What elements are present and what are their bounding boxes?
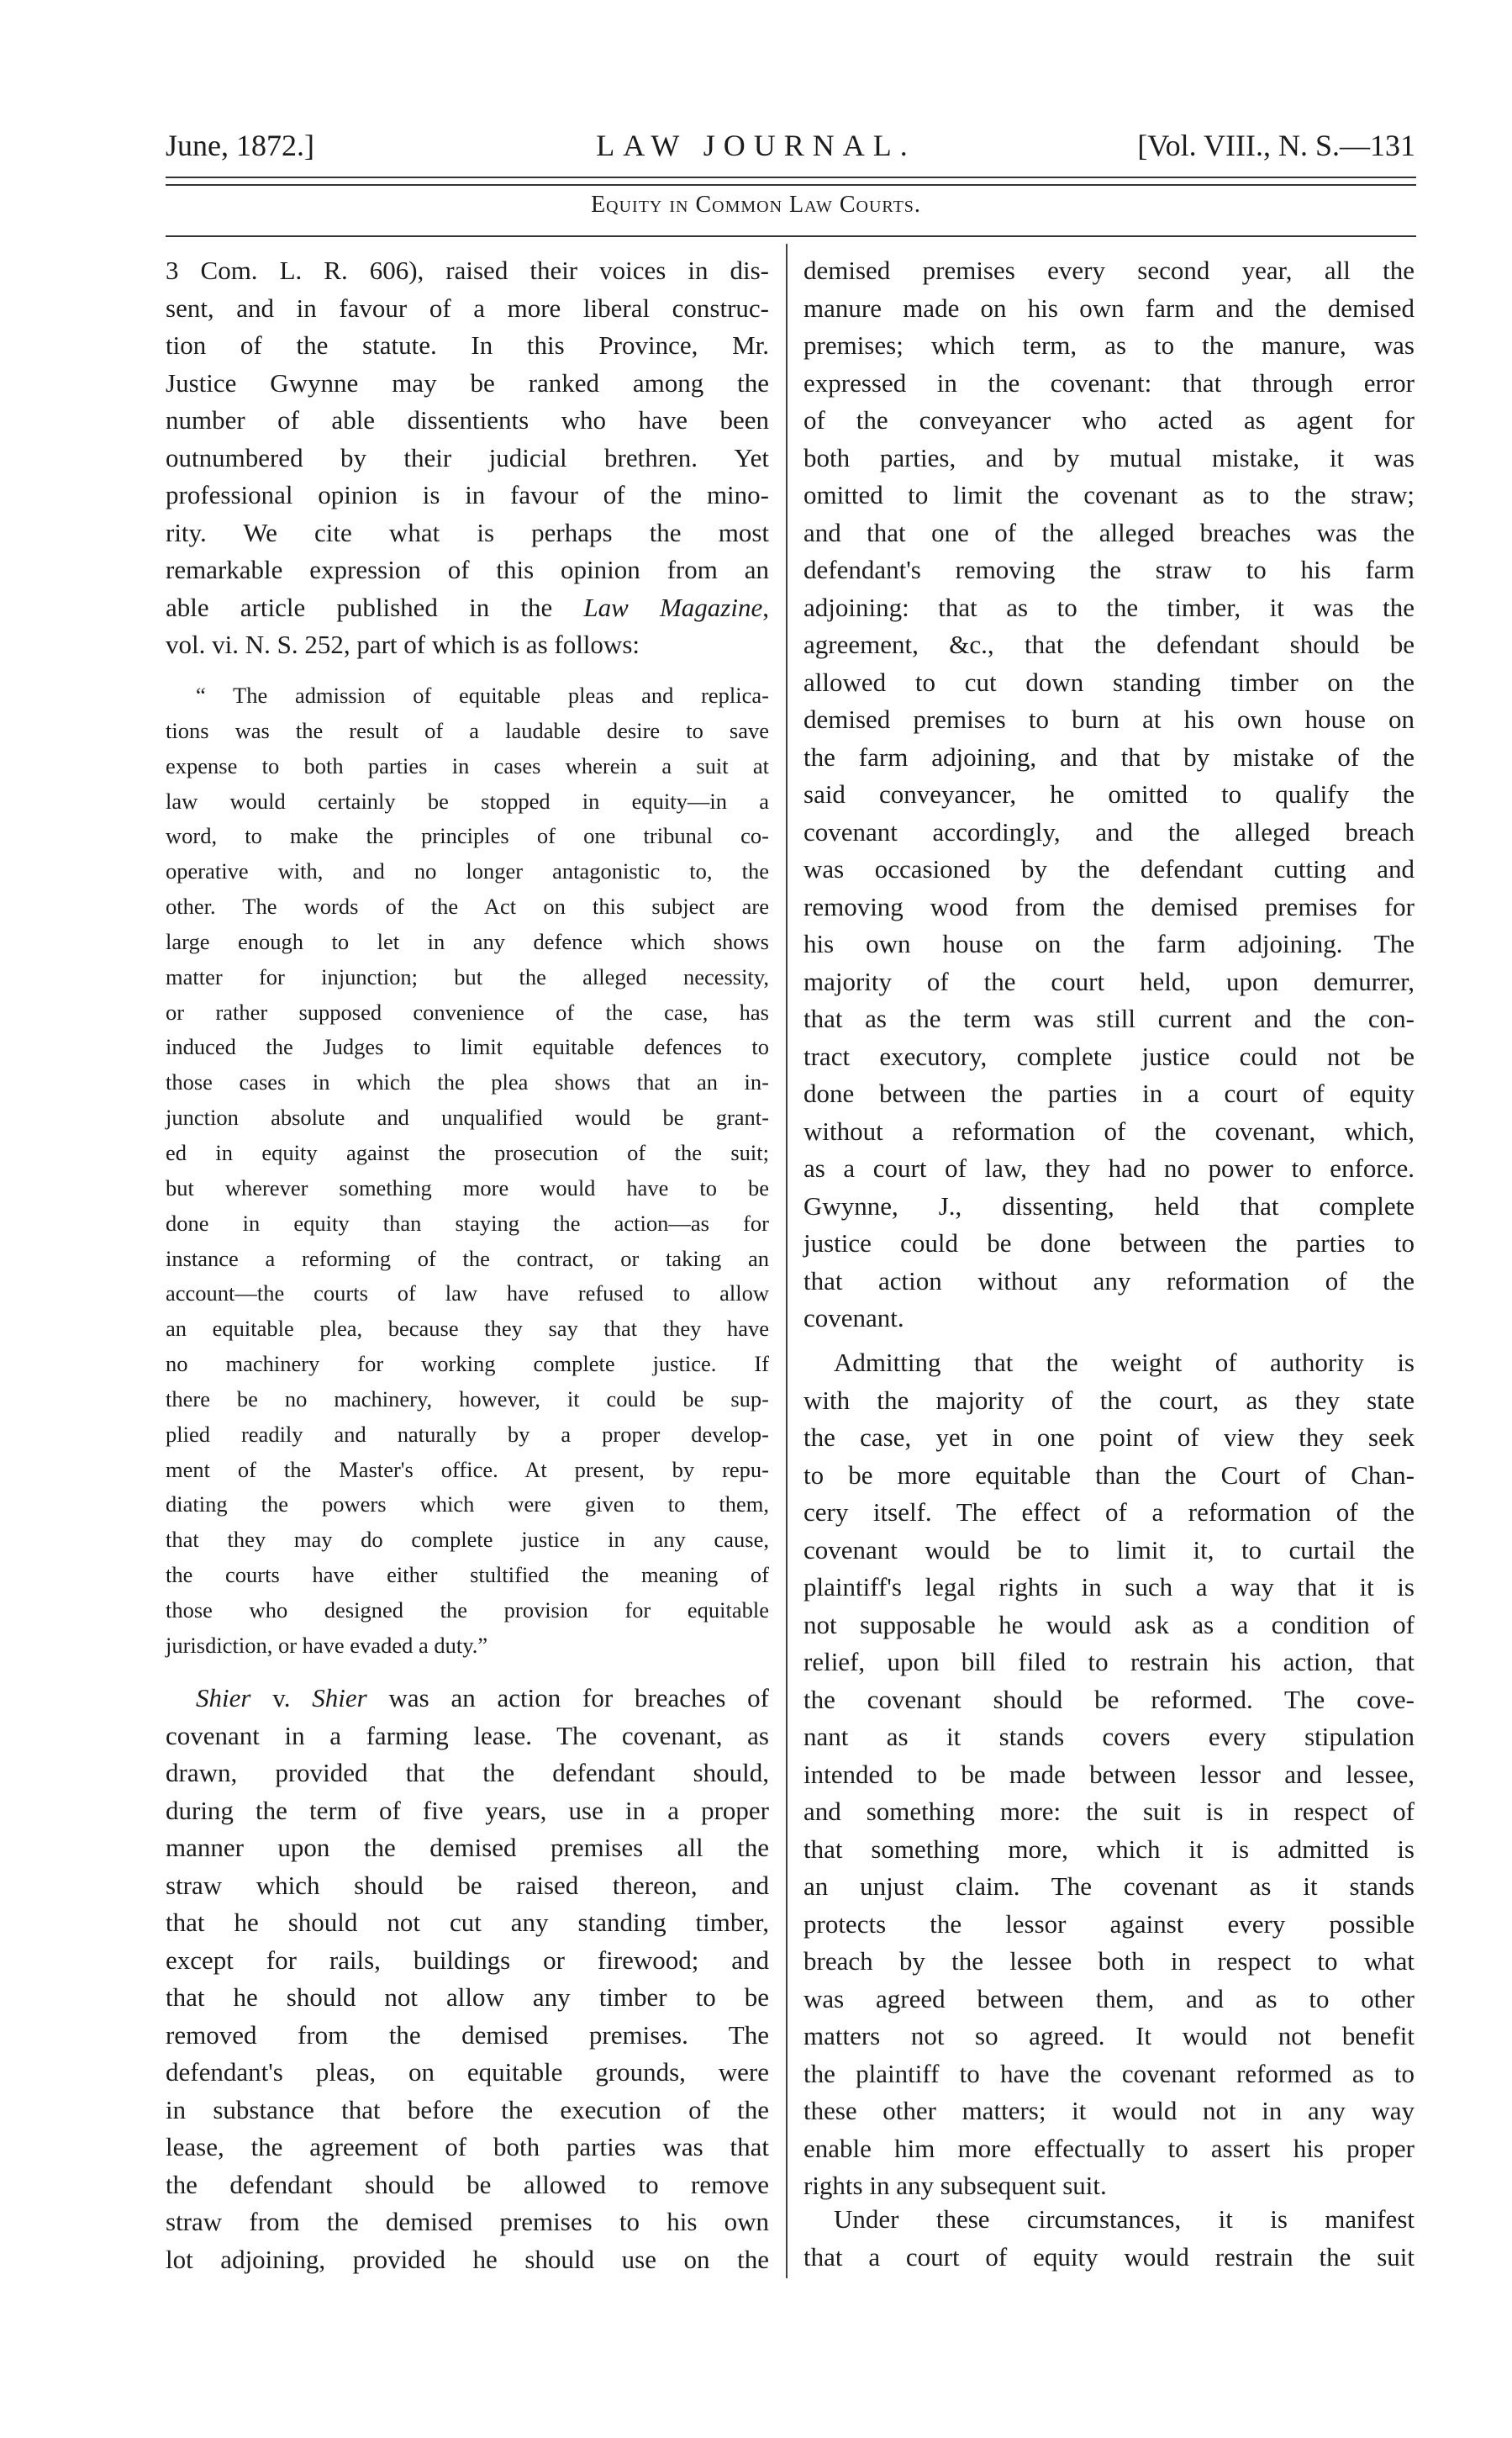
text-line: straw from the demised premises to his own	[166, 2207, 769, 2236]
text-line: cery itself. The effect of a reformation of the	[803, 1497, 1415, 1527]
section-title: Equity in Common Law Courts.	[591, 192, 921, 218]
text-line: majority of the court held, upon demurrer,	[803, 966, 1415, 996]
text-line: nant as it stands covers every stipulation	[803, 1722, 1415, 1751]
text-line: was occasioned by the defendant cutting and	[803, 854, 1415, 884]
volume-page-number: [Vol. VIII., N. S.—131	[1137, 129, 1415, 162]
text-line: ment of the Master's office. At present, by repu-	[166, 1456, 769, 1482]
text-line: matters not so agreed. It would not benefit	[803, 2021, 1415, 2050]
text-line: “ The admission of equitable pleas and replica-	[196, 683, 769, 708]
text-line: to be more equitable than the Court of Chan-	[803, 1459, 1415, 1490]
text-line: the plaintiff to have the covenant reformed as to	[803, 2058, 1415, 2088]
text-line: instance a reforming of the contract, or taking an	[166, 1245, 769, 1271]
text-line: diating the powers which were given to them,	[166, 1491, 769, 1517]
text-line: and that one of the alleged breaches was the	[803, 517, 1415, 547]
text-line: the case, yet in one point of view they seek	[803, 1422, 1415, 1452]
text-line: removing wood from the demised premises for	[803, 891, 1415, 921]
text-line: rights in any subsequent suit.	[803, 2171, 1107, 2200]
text-line: vol. vi. N. S. 252, part of which is as follows:	[166, 630, 640, 659]
text-line: professional opinion is in favour of the mino-	[166, 480, 769, 509]
text-line: induced the Judges to limit equitable defences to	[166, 1034, 769, 1060]
text-line: Admitting that the weight of authority is	[834, 1348, 1415, 1377]
text-line: those cases in which the plea shows that an in-	[166, 1069, 769, 1095]
text-line: these other matters; it would not in any way	[803, 2096, 1415, 2125]
text-line: the courts have either stultified the meaning of	[166, 1562, 769, 1588]
text-line: those who designed the provision for equitable	[166, 1596, 769, 1623]
text-line: without a reformation of the covenant, which,	[803, 1116, 1415, 1146]
text-line: Under these circumstances, it is manifest	[834, 2204, 1415, 2234]
text-line: covenant would be to limit it, to curtail the	[803, 1534, 1415, 1565]
text-segment: able article published in the	[166, 592, 584, 622]
text-line: adjoining: that as to the timber, it was the	[803, 592, 1415, 622]
text-line: that action without any reformation of the	[803, 1265, 1415, 1296]
section-rule	[166, 235, 1416, 237]
text-line: expense to both parties in cases wherein a suit at	[166, 752, 769, 778]
text-line: demised premises every second year, all the	[803, 256, 1415, 285]
text-line: protects the lessor against every possible	[803, 1908, 1415, 1939]
text-segment: v.	[250, 1683, 313, 1712]
text-line: or rather supposed convenience of the case, has	[166, 999, 769, 1025]
text-line: that as the term was still current and the con-	[803, 1004, 1415, 1033]
text-line: plaintiff's legal rights in such a way that it is	[803, 1572, 1415, 1602]
text-line: justice could be done between the parties to	[803, 1228, 1415, 1258]
header-rule-top	[166, 177, 1416, 178]
text-line: the covenant should be reformed. The cove-	[803, 1684, 1415, 1714]
text-line: defendant's removing the straw to his farm	[803, 555, 1415, 584]
text-segment: was an action for breaches of	[366, 1683, 769, 1712]
text-line: remarkable expression of this opinion from an	[166, 555, 769, 584]
text-line: covenant in a farming lease. The covenant, as	[166, 1720, 769, 1750]
text-line: Gwynne, J., dissenting, held that complete	[803, 1190, 1415, 1221]
text-line: operative with, and no longer antagonistic to, the	[166, 858, 769, 884]
italic-text: Shier	[312, 1683, 367, 1712]
text-line: law would certainly be stopped in equity—in a	[166, 788, 769, 814]
text-line	[166, 589, 769, 627]
text-line: defendant's pleas, on equitable grounds, were	[166, 2057, 769, 2087]
text-line: his own house on the farm adjoining. The	[803, 929, 1415, 958]
text-line: both parties, and by mutual mistake, it was	[803, 442, 1415, 472]
text-line: of the conveyancer who acted as agent for	[803, 405, 1415, 435]
text-line: drawn, provided that the defendant should,	[166, 1758, 769, 1787]
text-line: sent, and in favour of a more liberal construc-	[166, 293, 769, 323]
text-line: said conveyancer, he omitted to qualify the	[803, 779, 1415, 809]
text-line: omitted to limit the covenant as to the straw;	[803, 480, 1415, 509]
text-line: but wherever something more would have to be	[166, 1174, 769, 1201]
text-line: 3 Com. L. R. 606), raised their voices in dis-	[166, 256, 769, 285]
text-line: tract executory, complete justice could not be	[803, 1041, 1415, 1071]
text-line: that a court of equity would restrain the suit	[803, 2241, 1415, 2272]
text-line: intended to be made between lessor and lessee,	[803, 1759, 1415, 1789]
journal-title: LAW JOURNAL.	[596, 129, 916, 162]
header-rule-bottom	[166, 184, 1416, 186]
text-line: that they may do complete justice in any cause,	[166, 1527, 769, 1553]
text-line: enable him more effectually to assert his proper	[803, 2133, 1415, 2163]
text-line: number of able dissentients who have been	[166, 405, 769, 435]
paragraph	[803, 1344, 1415, 2205]
text-line: manner upon the demised premises all the	[166, 1833, 769, 1862]
text-line: other. The words of the Act on this subject are	[166, 894, 769, 920]
text-line: large enough to let in any defence which shows	[166, 928, 769, 954]
text-line: the farm adjoining, and that by mistake of the	[803, 741, 1415, 772]
text-line: except for rails, buildings or firewood; and	[166, 1945, 769, 1975]
text-line: premises; which term, as to the manure, was	[803, 330, 1415, 360]
text-line: during the term of five years, use in a proper	[166, 1795, 769, 1825]
text-line: done in equity than staying the action—as for	[166, 1210, 769, 1236]
column-divider	[786, 244, 788, 2278]
text-line: no machinery for working complete justice. If	[166, 1351, 769, 1377]
paragraph	[803, 252, 1415, 1338]
text-segment: ,	[762, 592, 769, 622]
text-line: in substance that before the execution of the	[166, 2094, 769, 2124]
text-line: relief, upon bill filed to restrain his action, that	[803, 1647, 1415, 1676]
text-line: plied readily and naturally by a proper develop-	[166, 1421, 769, 1447]
text-line: an unjust claim. The covenant as it stands	[803, 1871, 1415, 1901]
text-line: demised premises to burn at his own house on	[803, 704, 1415, 734]
text-line: breach by the lessee both in respect to what	[803, 1946, 1415, 1976]
text-line: lease, the agreement of both parties was that	[166, 2132, 769, 2161]
text-line: covenant accordingly, and the alleged breach	[803, 816, 1415, 847]
text-line: expressed in the covenant: that through error	[803, 367, 1415, 398]
paragraph	[166, 252, 769, 664]
italic-text: Law Magazine	[583, 592, 763, 622]
block-quote	[166, 678, 769, 1664]
text-line: done between the parties in a court of equity	[803, 1079, 1415, 1108]
text-line: allowed to cut down standing timber on the	[803, 667, 1415, 697]
text-line: tions was the result of a laudable desire to save	[166, 717, 769, 743]
text-line: word, to make the principles of one tribunal co-	[166, 823, 769, 849]
text-line: matter for injunction; but the alleged necessity,	[166, 963, 769, 989]
text-line: and something more: the suit is in respect of	[803, 1797, 1415, 1826]
text-line: agreement, &c., that the defendant should be	[803, 630, 1415, 659]
text-line: covenant.	[803, 1303, 904, 1332]
text-line: junction absolute and unqualified would be grant-	[166, 1105, 769, 1131]
text-line: that he should not allow any timber to be	[166, 1982, 769, 2012]
text-line: straw which should be raised thereon, and	[166, 1870, 769, 1900]
text-line: an equitable plea, because they say that they have	[166, 1316, 769, 1342]
text-line: tion of the statute. In this Province, Mr.	[166, 330, 769, 360]
text-line: manure made on his own farm and the demised	[803, 293, 1415, 323]
text-line: that something more, which it is admitted is	[803, 1834, 1415, 1864]
issue-date: June, 1872.]	[166, 129, 314, 162]
text-line: with the majority of the court, as they state	[803, 1385, 1415, 1415]
paragraph	[803, 2201, 1415, 2276]
text-line: there be no machinery, however, it could be sup-	[166, 1385, 769, 1412]
text-line: the defendant should be allowed to remove	[166, 2169, 769, 2199]
text-line: as a court of law, they had no power to enforce.	[803, 1153, 1415, 1183]
text-line: rity. We cite what is perhaps the most	[166, 517, 769, 547]
text-line: Justice Gwynne may be ranked among the	[166, 367, 769, 398]
text-line: outnumbered by their judicial brethren. Yet	[166, 442, 769, 472]
text-line: ed in equity against the prosecution of the suit;	[166, 1139, 769, 1165]
text-line: lot adjoining, provided he should use on the	[166, 2244, 769, 2274]
paragraph	[166, 1680, 769, 2278]
text-line: that he should not cut any standing timber,	[166, 1908, 769, 1937]
text-line: was agreed between them, and as to other	[803, 1983, 1415, 2013]
text-line: removed from the demised premises. The	[166, 2019, 769, 2050]
text-line: jurisdiction, or have evaded a duty.”	[166, 1632, 488, 1658]
text-line: account—the courts of law have refused to allow	[166, 1280, 769, 1306]
text-line: not supposable he would ask as a condition of	[803, 1609, 1415, 1639]
italic-text: Shier	[196, 1683, 251, 1712]
text-line	[166, 1680, 769, 1718]
